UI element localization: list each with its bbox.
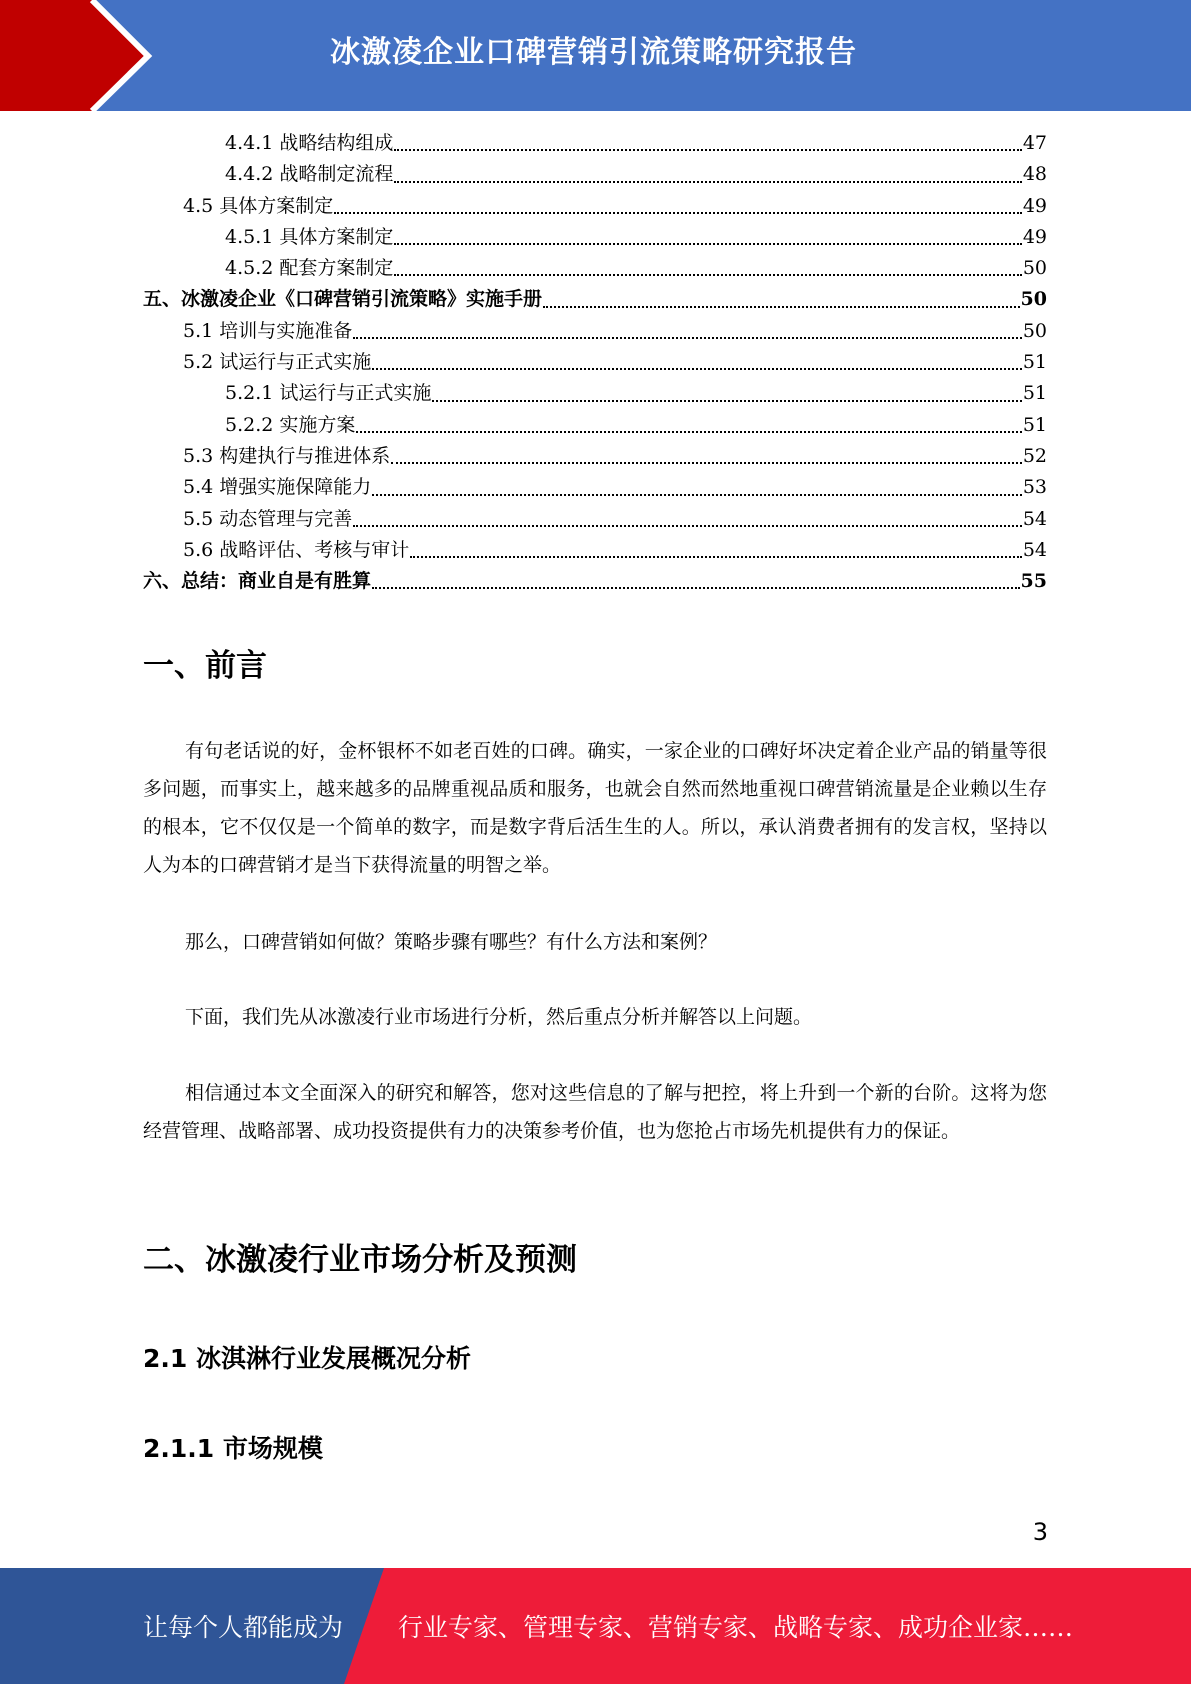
toc-entry-page: 54 [1022, 538, 1047, 561]
toc-entry-title: 4.4.2 战略制定流程 [225, 163, 394, 186]
toc-entry-title: 4.4.1 战略结构组成 [225, 132, 394, 154]
toc-dot-leader [391, 441, 1022, 472]
toc-dot-leader [372, 566, 1020, 597]
toc-dot-leader [394, 128, 1021, 159]
paragraph-4: 相信通过本文全面深入的研究和解答，您对这些信息的了解与把控，将上升到一个新的台阶。这将为您经营管理、战略部署、成功投资提供有力的决策参考价值，也为您抢占市场先机提供有力的保证。 [143, 1082, 1047, 1142]
footer-slogan-left: 让每个人都能成为 [143, 1613, 344, 1642]
toc-entry-title: 5.6 战略评估、考核与审计 [183, 538, 410, 561]
toc-entry[interactable] [143, 504, 1047, 535]
toc-entry-title: 4.5.2 配套方案制定 [225, 257, 394, 280]
toc-entry-page: 49 [1022, 194, 1047, 217]
paragraph-3: 下面，我们先从冰激凌行业市场进行分析，然后重点分析并解答以上问题。 [185, 1006, 813, 1028]
toc-entry[interactable] [143, 316, 1047, 347]
header-title: 冰激凌企业口碑营销引流策略研究报告 [330, 35, 857, 70]
toc-entry[interactable] [143, 284, 1047, 315]
section-heading-preface: 一、前言 [143, 648, 267, 684]
toc-dot-leader [372, 347, 1022, 378]
toc-dot-leader [353, 504, 1022, 535]
page-number: 3 [1032, 1518, 1048, 1546]
toc-entry[interactable] [143, 191, 1047, 222]
toc-entry-title: 五、冰激凌企业《口碑营销引流策略》实施手册 [143, 288, 543, 311]
subsection-heading-2-1-1: 2.1.1 市场规模 [143, 1434, 323, 1463]
toc-entry-page: 54 [1022, 507, 1047, 530]
page-header [0, 0, 1191, 111]
toc-entry-title: 4.5.1 具体方案制定 [225, 225, 394, 248]
page-footer [0, 1568, 1191, 1684]
toc-entry-page: 47 [1022, 132, 1047, 154]
toc-entry-title: 5.2.2 实施方案 [225, 413, 356, 436]
toc-entry[interactable] [143, 253, 1047, 284]
toc-entry-title: 5.1 培训与实施准备 [183, 319, 353, 342]
toc-dot-leader [334, 191, 1022, 222]
toc-entry[interactable] [143, 222, 1047, 253]
subsection-heading-2-1: 2.1 冰淇淋行业发展概况分析 [143, 1344, 471, 1373]
toc-dot-leader [432, 378, 1021, 409]
toc-entry-page: 50 [1022, 257, 1047, 280]
toc-entry-title: 5.5 动态管理与完善 [183, 507, 353, 530]
toc-dot-leader [372, 472, 1022, 503]
toc-entry-page: 52 [1022, 444, 1047, 467]
toc-entry-page: 48 [1022, 163, 1047, 186]
toc-dot-leader [543, 284, 1020, 315]
toc-entry-page: 51 [1022, 382, 1047, 405]
toc-entry-page: 51 [1022, 351, 1047, 374]
toc-dot-leader [394, 253, 1021, 284]
toc-entry-page: 50 [1020, 288, 1047, 311]
toc-entry-title: 5.2.1 试运行与正式实施 [225, 382, 432, 405]
toc-entry-title: 5.2 试运行与正式实施 [183, 351, 372, 374]
toc-entry-title: 六、总结：商业自是有胜算 [143, 570, 372, 593]
toc-entry[interactable] [143, 535, 1047, 566]
toc-entry-page: 51 [1022, 413, 1047, 436]
toc-entry[interactable] [143, 128, 1047, 159]
toc-entry-title: 5.3 构建执行与推进体系 [183, 444, 391, 467]
toc-dot-leader [394, 159, 1021, 190]
paragraph-1: 有句老话说的好，金杯银杯不如老百姓的口碑。确实，一家企业的口碑好坏决定着企业产品的销量等很多问题，而事实上，越来越多的品牌重视品质和服务，也就会自然而然地重视口碑营销流量是企业赖以生存的根本，它不仅仅是一个简单的数字，而是数字背后活生生的人。所以，承认消费者拥有的发言权，坚持以人为本的口碑营销才是当下获得流量的明智之举。 [143, 740, 1047, 876]
table-of-contents [143, 128, 1047, 597]
toc-entry[interactable] [143, 347, 1047, 378]
toc-dot-leader [394, 222, 1021, 253]
toc-entry[interactable] [143, 566, 1047, 597]
toc-dot-leader [353, 316, 1022, 347]
paragraph-2: 那么，口碑营销如何做？策略步骤有哪些？有什么方法和案例？ [185, 931, 718, 953]
toc-entry-page: 50 [1022, 319, 1047, 342]
toc-entry[interactable] [143, 472, 1047, 503]
toc-entry[interactable] [143, 410, 1047, 441]
toc-entry[interactable] [143, 378, 1047, 409]
toc-entry[interactable] [143, 441, 1047, 472]
toc-entry-page: 53 [1022, 476, 1047, 499]
header-corner-arrow-icon [0, 0, 160, 111]
toc-dot-leader [356, 410, 1021, 441]
toc-entry-title: 5.4 增强实施保障能力 [183, 476, 372, 499]
toc-entry-title: 4.5 具体方案制定 [183, 194, 334, 217]
section-heading-market-analysis: 二、冰激凌行业市场分析及预测 [143, 1242, 577, 1278]
footer-slogan-right: 行业专家、管理专家、营销专家、战略专家、成功企业家…… [398, 1613, 1074, 1642]
toc-entry-page: 49 [1022, 225, 1047, 248]
toc-entry-page: 55 [1020, 570, 1047, 593]
toc-entry[interactable] [143, 159, 1047, 190]
toc-dot-leader [410, 535, 1022, 566]
